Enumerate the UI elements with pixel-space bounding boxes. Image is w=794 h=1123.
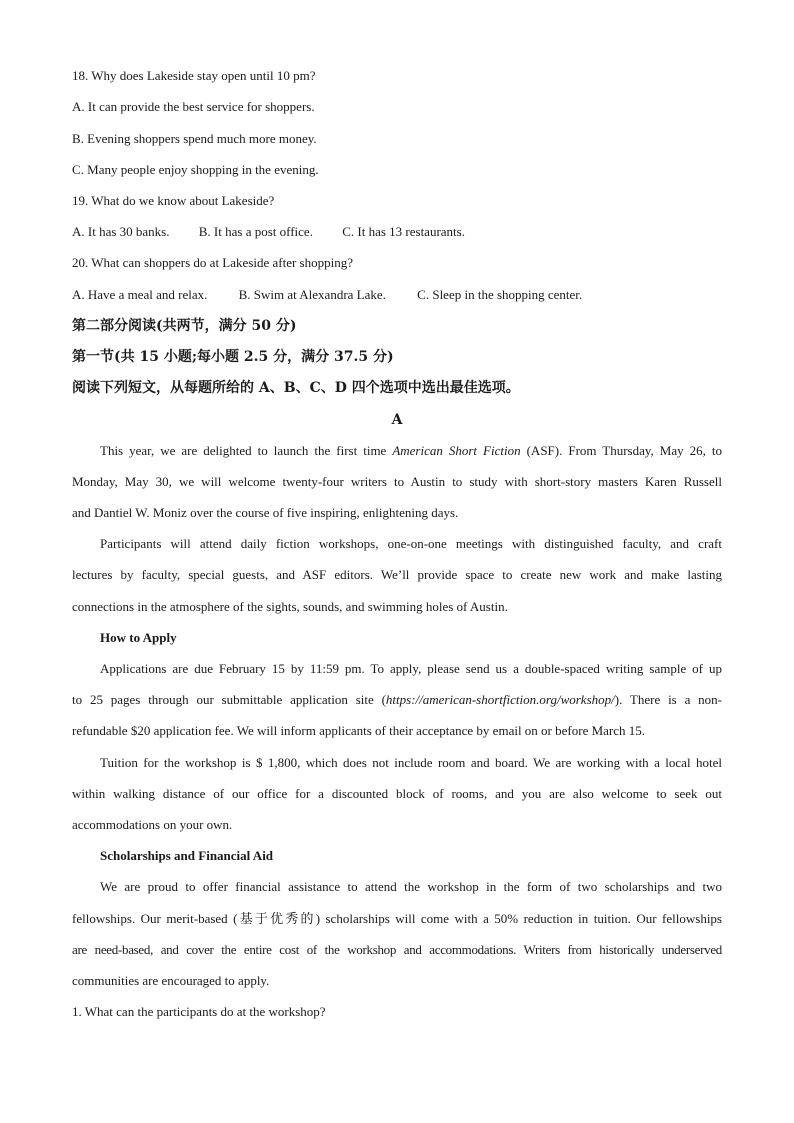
p5-line2: fellowships. Our merit-based (基于优秀的) scholarships will come with a 50% reduction in tuition. Our fellowships: [72, 911, 722, 926]
p5-line3: are need-based, and cover the entire cost of the workshop and accommodations. Writers from historically underserved: [72, 942, 722, 957]
heading-scholarships: Scholarships and Financial Aid: [100, 848, 274, 863]
heading-how-to-apply: How to Apply: [100, 630, 177, 645]
q20-stem: 20. What can shoppers do at Lakeside after shopping?: [72, 255, 353, 270]
p3-line2: to 25 pages through our submittable application site (https://american-shortfiction.org/workshop/). There is a non-: [72, 692, 722, 707]
q20-option-b: B. Swim at Alexandra Lake.: [238, 287, 386, 302]
p4-line3: accommodations on your own.: [72, 817, 233, 832]
passage-letter: A: [391, 412, 403, 428]
p1-line3: and Dantiel W. Moniz over the course of five inspiring, enlightening days.: [72, 505, 459, 520]
q18-option-a: A. It can provide the best service for shoppers.: [72, 99, 315, 114]
p1-line2: Monday, May 30, we will welcome twenty-four writers to Austin to study with short-story masters Karen Russell: [72, 474, 722, 489]
p5-line4: communities are encouraged to apply.: [72, 973, 270, 988]
p2-line1: Participants will attend daily fiction workshops, one-on-one meetings with distinguished faculty, and craft: [100, 536, 722, 551]
q19-options: [72, 224, 465, 240]
section1-title: 第一节(共 15 小题;每小题 2.5 分，满分 37.5 分): [72, 349, 394, 365]
p2-line3: connections in the atmosphere of the sights, sounds, and swimming holes of Austin.: [72, 599, 508, 614]
p3-line1: Applications are due February 15 by 11:59 pm. To apply, please send us a double-spaced writing sample of up: [100, 661, 722, 676]
journal-name: American Short Fiction: [392, 443, 521, 458]
q19-option-b: B. It has a post office.: [198, 224, 313, 239]
q19-stem: 19. What do we know about Lakeside?: [72, 193, 275, 208]
p1-line1: This year, we are delighted to launch the first time American Short Fiction (ASF). From Thursday, May 26, to: [100, 443, 722, 458]
application-url: https://american-shortfiction.org/workshop/: [385, 692, 615, 707]
q18-option-b: B. Evening shoppers spend much more money.: [72, 131, 317, 146]
section-instruction: 阅读下列短文，从每题所给的 A、B、C、D 四个选项中选出最佳选项。: [72, 380, 520, 396]
q18-option-c: C. Many people enjoy shopping in the evening.: [72, 162, 319, 177]
p3-line3: refundable $20 application fee. We will inform applicants of their acceptance by email on or before March 15.: [72, 723, 646, 738]
q19-option-a: A. It has 30 banks.: [72, 224, 170, 239]
q20-options: [72, 287, 582, 303]
q20-option-c: C. Sleep in the shopping center.: [417, 287, 583, 302]
p4-line2: within walking distance of our office for a discounted block of rooms, and you are also welcome to seek out: [72, 786, 722, 801]
q20-option-a: A. Have a meal and relax.: [72, 287, 208, 302]
q18-stem: 18. Why does Lakeside stay open until 10 pm?: [72, 68, 316, 83]
q1-stem: 1. What can the participants do at the workshop?: [72, 1004, 326, 1019]
part2-title: 第二部分阅读(共两节，满分 50 分): [72, 318, 297, 334]
p4-line1: Tuition for the workshop is $ 1,800, which does not include room and board. We are working with a local hotel: [100, 755, 722, 770]
p2-line2: lectures by faculty, special guests, and ASF editors. We’ll provide space to create new work and make lasting: [72, 567, 722, 582]
q19-option-c: C. It has 13 restaurants.: [342, 224, 465, 239]
p5-line1: We are proud to offer financial assistance to attend the workshop in the form of two scholarships and two: [100, 879, 722, 894]
